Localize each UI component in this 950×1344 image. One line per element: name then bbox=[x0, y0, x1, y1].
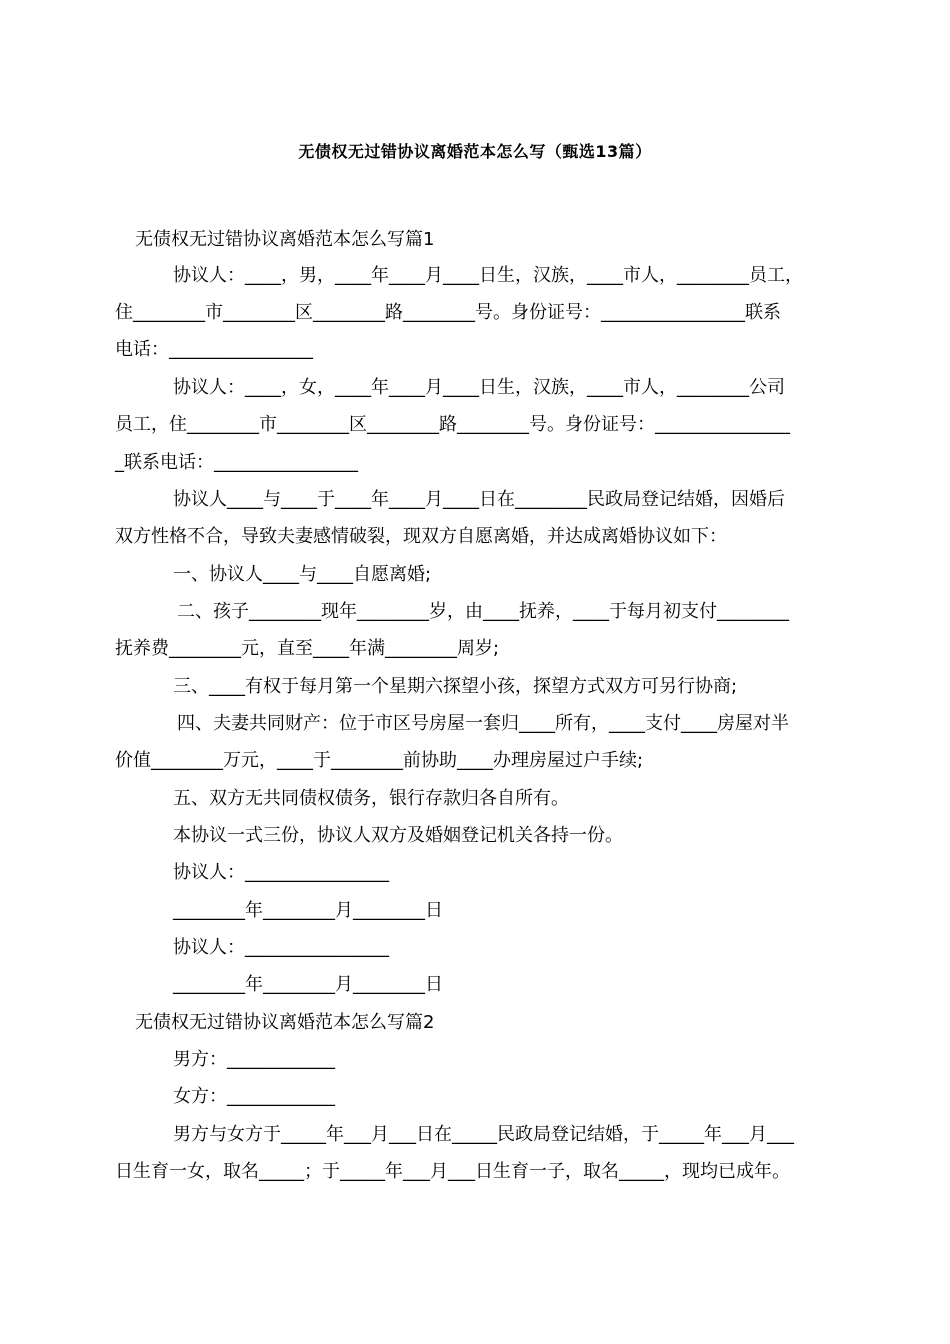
paragraph-line: 住________市________区________路________号。身份证号：________________联系 bbox=[115, 302, 781, 323]
signature-line: 协议人：________________ bbox=[173, 937, 389, 958]
clause-line: 五、双方无共同债权债务，银行存款归各自所有。 bbox=[173, 788, 569, 809]
clause-line: 三、____有权于每月第一个星期六探望小孩，探望方式双方可另行协商; bbox=[173, 676, 738, 697]
document-title: 无债权无过错协议离婚范本怎么写（甄选13篇） bbox=[298, 142, 652, 161]
paragraph-line: 本协议一式三份，协议人双方及婚姻登记机关各持一份。 bbox=[173, 825, 623, 846]
clause-line: 四、夫妻共同财产：位于市区号房屋一套归____所有，____支付____房屋对半 bbox=[177, 713, 789, 734]
clause-line: 二、孩子________现年________岁，由____抚养，____于每月初支付________ bbox=[177, 601, 789, 622]
party-line: 女方：____________ bbox=[173, 1086, 335, 1107]
paragraph-line: 协议人：____，男，____年____月____日生，汉族，____市人，________员工， bbox=[173, 265, 803, 286]
date-line: ________年________月________日 bbox=[173, 974, 443, 995]
clause-line: 价值________万元，____于________前协助____办理房屋过户手续; bbox=[115, 750, 644, 771]
paragraph-line: 协议人：____，女，____年____月____日生，汉族，____市人，________公司 bbox=[173, 377, 785, 398]
party-line: 男方：____________ bbox=[173, 1049, 335, 1070]
date-line: ________年________月________日 bbox=[173, 900, 443, 921]
section-heading: 无债权无过错协议离婚范本怎么写篇2 bbox=[135, 1012, 435, 1033]
clause-line: 抚养费________元，直至____年满________周岁; bbox=[115, 638, 500, 659]
paragraph-line: 男方与女方于_____年___月___日在_____民政局登记结婚，于_____年___月___ bbox=[173, 1124, 794, 1145]
paragraph-line: 电话：________________ bbox=[115, 339, 313, 360]
paragraph-line: 员工，住________市________区________路________号。身份证号：_______________ bbox=[115, 414, 790, 435]
paragraph-line: 双方性格不合，导致夫妻感情破裂，现双方自愿离婚，并达成离婚协议如下： bbox=[115, 526, 727, 547]
paragraph-line: 日生育一女，取名_____；于_____年___月___日生育一子，取名_____，现均已成年。 bbox=[115, 1161, 790, 1182]
paragraph-line: _联系电话：________________ bbox=[115, 452, 358, 473]
paragraph-line: 协议人____与____于____年____月____日在________民政局登记结婚，因婚后 bbox=[173, 489, 785, 510]
signature-line: 协议人：________________ bbox=[173, 862, 389, 883]
clause-line: 一、协议人____与____自愿离婚; bbox=[173, 564, 432, 585]
section-heading: 无债权无过错协议离婚范本怎么写篇1 bbox=[135, 229, 435, 250]
